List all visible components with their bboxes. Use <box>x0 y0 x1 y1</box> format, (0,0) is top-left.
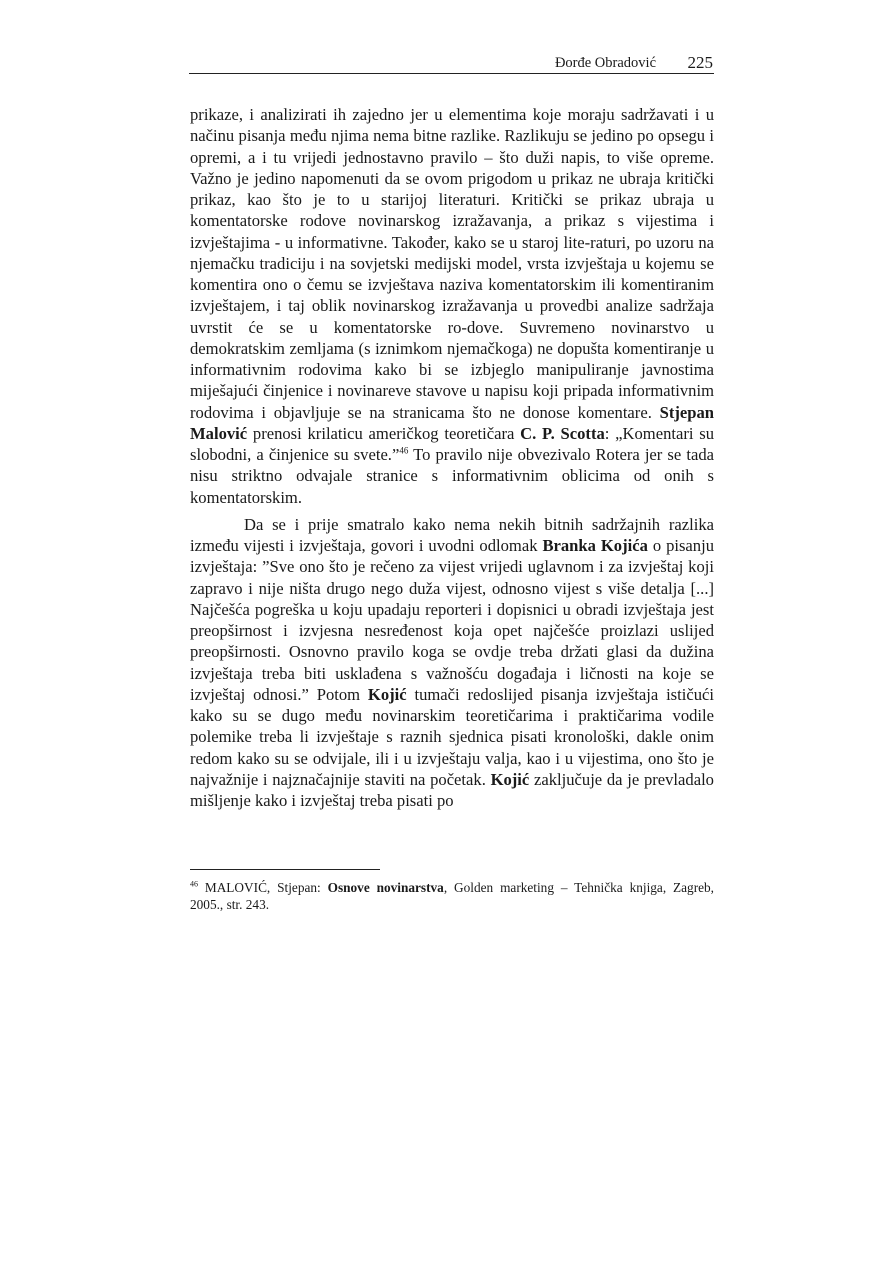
running-header <box>189 53 714 74</box>
header-author: Đorđe Obradović <box>554 55 656 71</box>
text-run: tumači redoslijed pisanja izvještaja ističući kako su se dugo među novinarskim teoretičarima i praktičarima vodile polemike treba li izvještaje s raznih sjednica pisati kronološki, dakle onim redom kako su se odvijale, ili i u izvještaju valja, kao i u vijestima, ono što je najvažnije i najznačajnije staviti na početak. <box>190 684 714 789</box>
footnote-reference[interactable]: 46 <box>399 445 409 456</box>
footnote <box>190 879 714 913</box>
bold-name-malovic: Stjepan Malović <box>190 402 714 443</box>
paragraph-2 <box>190 514 714 812</box>
footnote-book-title: Osnove novinarstva <box>327 880 444 895</box>
footnote-number: 46 <box>190 879 198 889</box>
bold-name-scott: C. P. Scotta <box>520 423 605 443</box>
bold-name-kojic: Branka Kojića <box>542 536 648 555</box>
text-run: prikaze, i analizirati ih zajedno jer u elementima koje moraju sadržavati i u načinu pisanja među njima nema bitne razlike. Razlikuju se jedino po opsegu i opremi, a i tu vrijedi jednostavno pravilo – što duži napis, to više opreme. Važno je jedino napomenuti da se ovom prigodom u prikaz ne ubraja kritički prikaz, kao što je to u starijoj literaturi. Kritički se prikaz ubraja u komentatorske rodove novinarskog izražavanja, a prikaz s vijestima i izvještajima - u informativne. Također, kako se u staroj lite-raturi, po uzoru na njemačku tradiciju i na sovjetski medijski model, vrsta izvještaja u kojemu se komentira ono o čemu se izvještava naziva komentatorskim ili komentiranim izvještajem, i taj oblik novinarskog izražavanja u provedbi analize sadržaja uvrstit će se u komentatorske ro-dove. Suvremeno novinarstvo u demokratskim zemljama (s iznimkom njemačkoga) ne dopušta komentiranje u informativnim rodovima kako bi se izbjeglo manipuliranje javnostima miješajući činjenice i novinareve stavove u napisu koji pripada informativnim rodovima i objavljuje se na stranicama što ne donose komentare. <box>190 105 714 422</box>
bold-name-kojic: Kojić <box>367 684 407 704</box>
body-text <box>190 104 714 811</box>
text-run: o pisanju izvještaja: ”Sve ono što je rečeno za vijest vrijedi uglavnom i za izvještaj koji zapravo i nije ništa drugo nego duža vijest, odnosno vijest s više detalja [...] Najčešća pogreška u koju upadaju reporteri i dopisnici u obradi izvještaja jest preopširnost i izvjesna nesređenost koja opet najčešće proizlazi uslijed preopširnosti. Osnovno pravilo koga se ovdje treba držati glasi da dužina izvještaja treba biti usklađena s važnošću događaja i ličnosti na koje se izvještaj odnosi.” Potom <box>190 536 715 704</box>
text-run: To pravilo nije obvezivalo Rotera jer se tada nisu striktno odvajale stranice s informativnim oblicima od onih s komentatorskim. <box>190 445 714 507</box>
text-run: zaključuje da je prevladalo mišljenje kako i izvještaj treba pisati po <box>190 769 714 810</box>
page-number: 225 <box>687 53 713 72</box>
text-run: prenosi krilaticu američkog teoretičara <box>247 423 521 443</box>
paragraph-1 <box>190 104 714 508</box>
text-run: MALOVIĆ, Stjepan: <box>198 880 328 895</box>
footnote-separator <box>190 869 380 870</box>
bold-name-kojic: Kojić <box>490 769 530 789</box>
text-run: Da se i prije smatralo kako nema nekih bitnih sadržajnih razlika između vijesti i izvještaja, govori i uvodni odlomak <box>190 514 714 555</box>
text-run: : „Komentari su slobodni, a činjenice su svete.” <box>190 423 714 464</box>
text-run: , Golden marketing – Tehnička knjiga, Zagreb, 2005., str. 243. <box>190 880 714 912</box>
